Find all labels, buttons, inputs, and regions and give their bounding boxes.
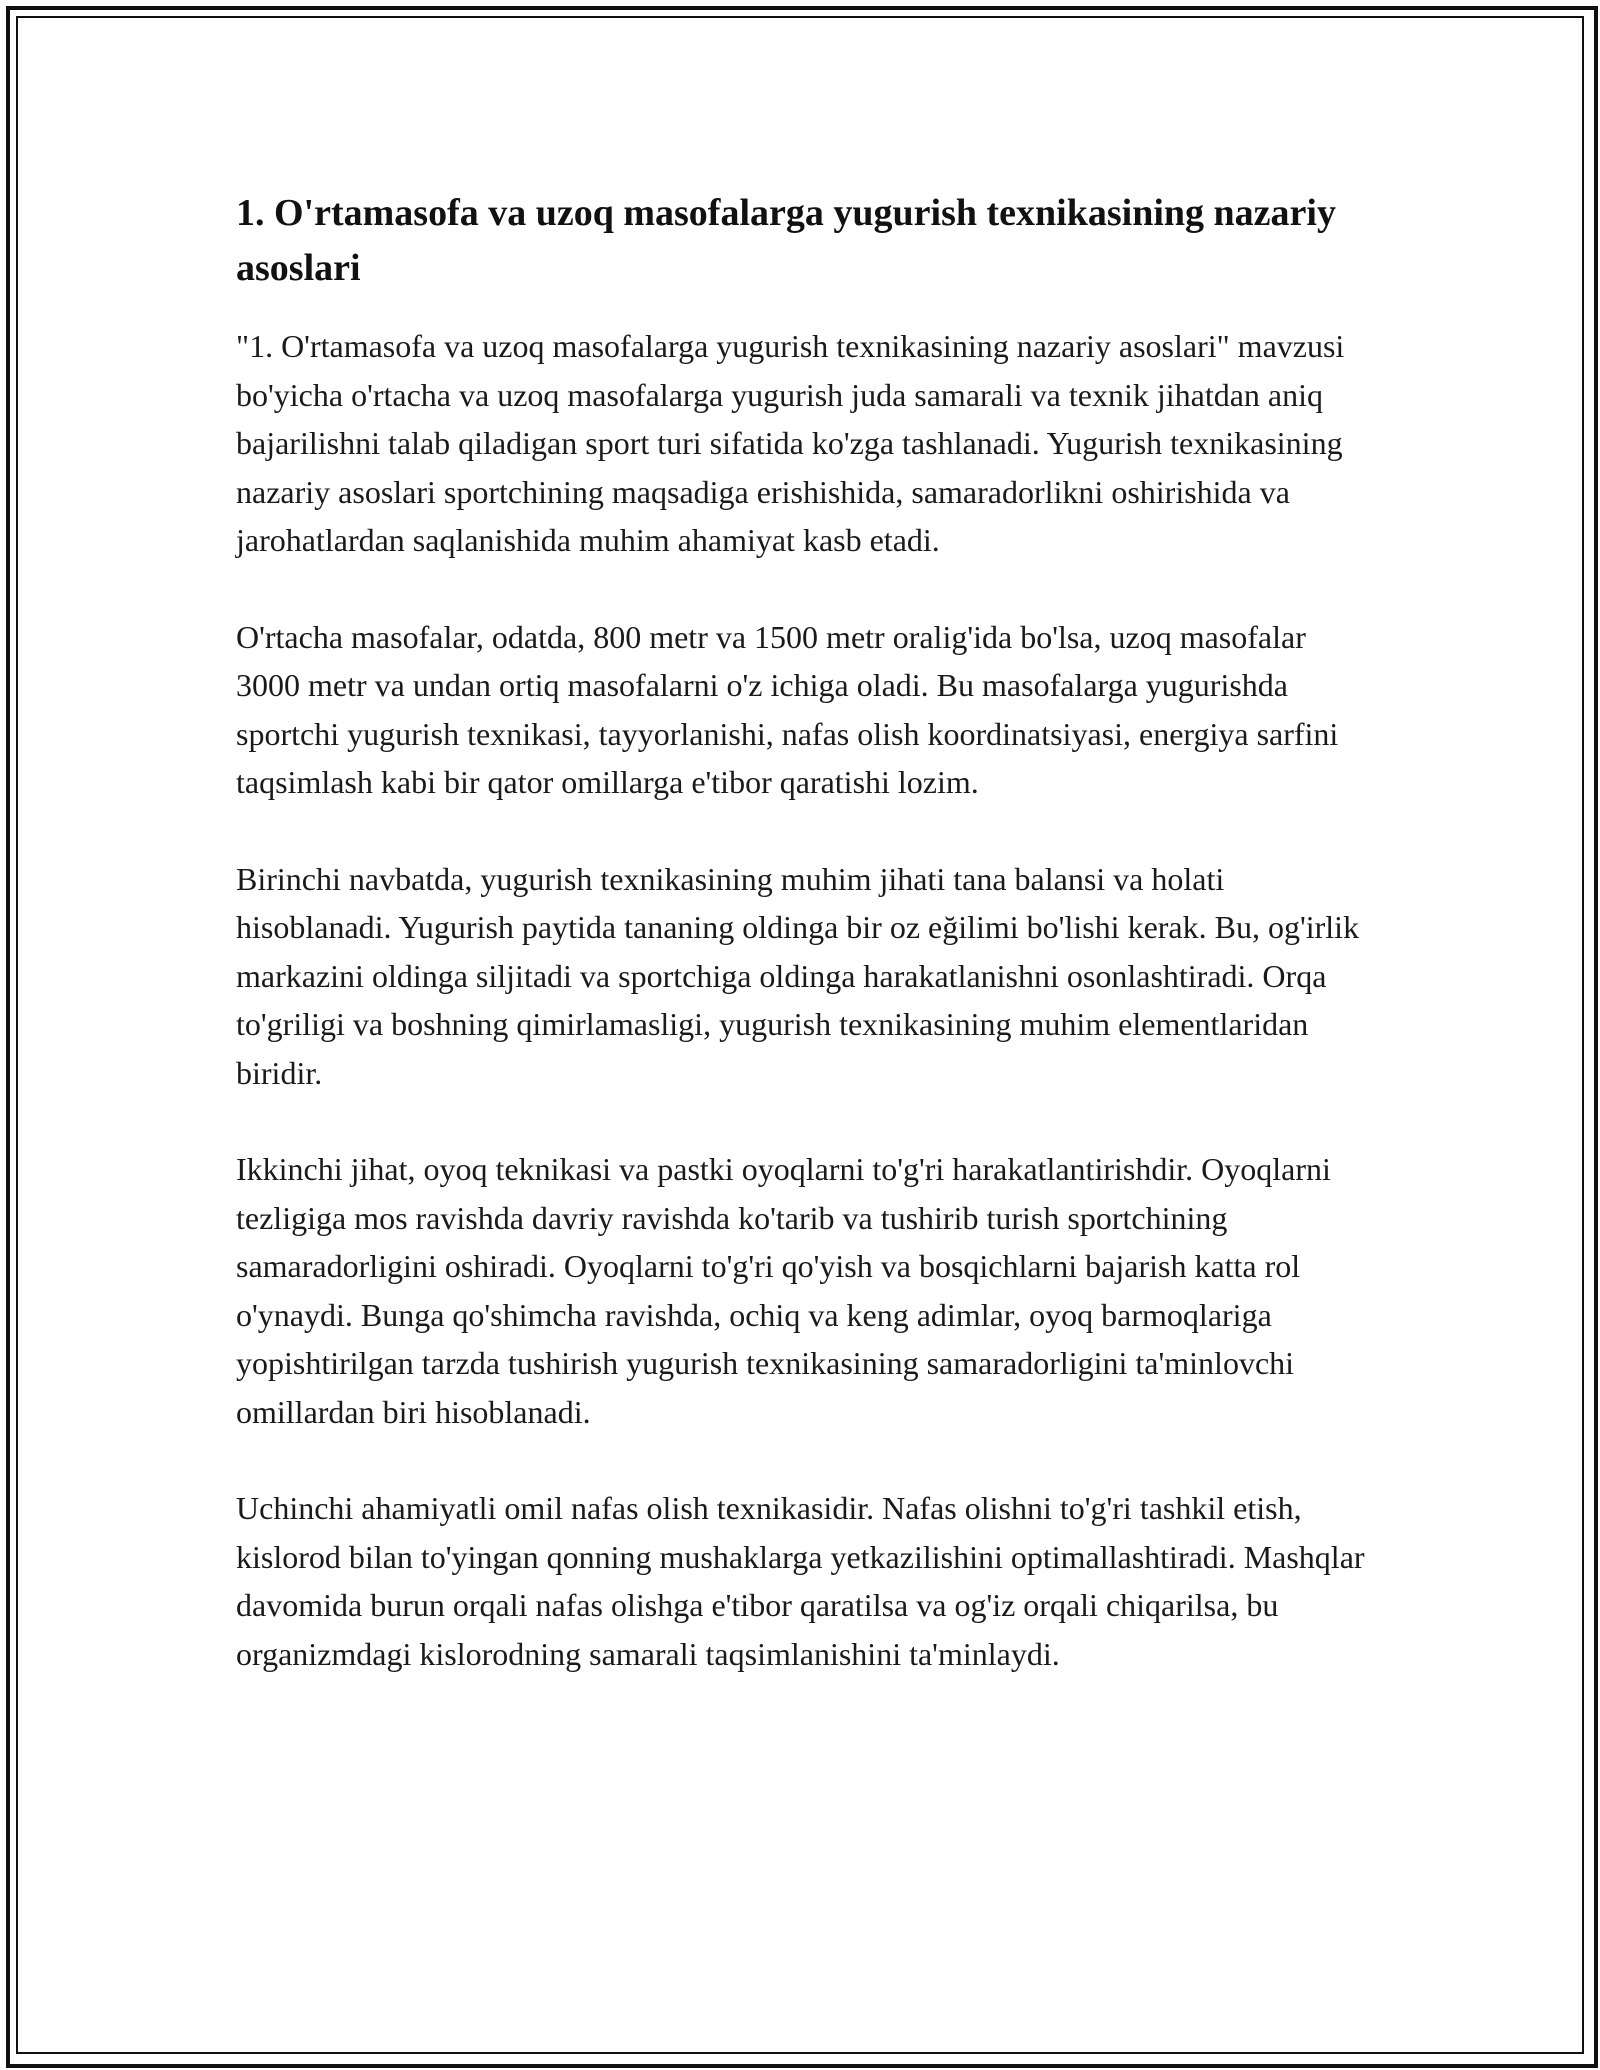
document-title: 1. O'rtamasofa va uzoq masofalarga yugurish texnikasining nazariy asoslari: [236, 192, 1336, 289]
paragraph-breathing: Uchinchi ahamiyatli omil nafas olish texnikasidir. Nafas olishni to'g'ri tashkil etish, kislorod bilan to'yingan qonning mushaklarga yetkazilishini optimallashtiradi. Mashqlar davomida burun orqali nafas olishga e'tibor qaratilsa va og'iz orqali chiqarilsa, bu organizmdagi kislorodning samarali taqsimlanishini ta'minlaydi.: [236, 1490, 1365, 1672]
paragraph-distances: O'rtacha masofalar, odatda, 800 metr va 1500 metr oralig'ida bo'lsa, uzoq masofalar 3000 metr va undan ortiq masofalarni o'z ichiga oladi. Bu masofalarga yugurishda sportchi yugurish texnikasi, tayyorlanishi, nafas olish koordinatsiyasi, energiya sarfini taqsimlash kabi bir qator omillarga e'tibor qaratishi lozim.: [236, 618, 1339, 800]
paragraph-body-balance: Birinchi navbatda, yugurish texnikasining muhim jihati tana balansi va holati hisoblanadi. Yugurish paytida tananing oldinga bir oz eğilimi bo'lishi kerak. Bu, og'irlik markazini oldinga siljitadi va sportchiga oldinga harakatlanishni osonlashtiradi. Orqa to'griligi va boshning qimirlamasligi, yugurish texnikasining muhim elementlaridan biridir.: [236, 860, 1360, 1091]
paragraph-intro: "1. O'rtamasofa va uzoq masofalarga yugurish texnikasining nazariy asoslari" mavzusi bo'yicha o'rtacha va uzoq masofalarga yugurish juda samarali va texnik jihatdan aniq bajarilishni talab qiladigan sport turi sifatida ko'zga tashlanadi. Yugurish texnikasining nazariy asoslari sportchining maqsadiga erishishida, samaradorlikni oshirishida va jarohatlardan saqlanishida muhim ahamiyat kasb etadi.: [236, 328, 1345, 558]
paragraph-leg-technique: Ikkinchi jihat, oyoq teknikasi va pastki oyoqlarni to'g'ri harakatlantirishdir. Oyoqlarni tezligiga mos ravishda davriy ravishda ko'tarib va tushirib turish sportchining samaradorligini oshiradi. Oyoqlarni to'g'ri qo'yish va bosqichlarni bajarish katta rol o'ynaydi. Bunga qo'shimcha ravishda, ochiq va keng adimlar, oyoq barmoqlariga yopishtirilgan tarzda tushirish yugurish texnikasining samaradorligini ta'minlovchi omillardan biri hisoblanadi.: [236, 1151, 1331, 1430]
document-body: [236, 186, 1376, 1726]
